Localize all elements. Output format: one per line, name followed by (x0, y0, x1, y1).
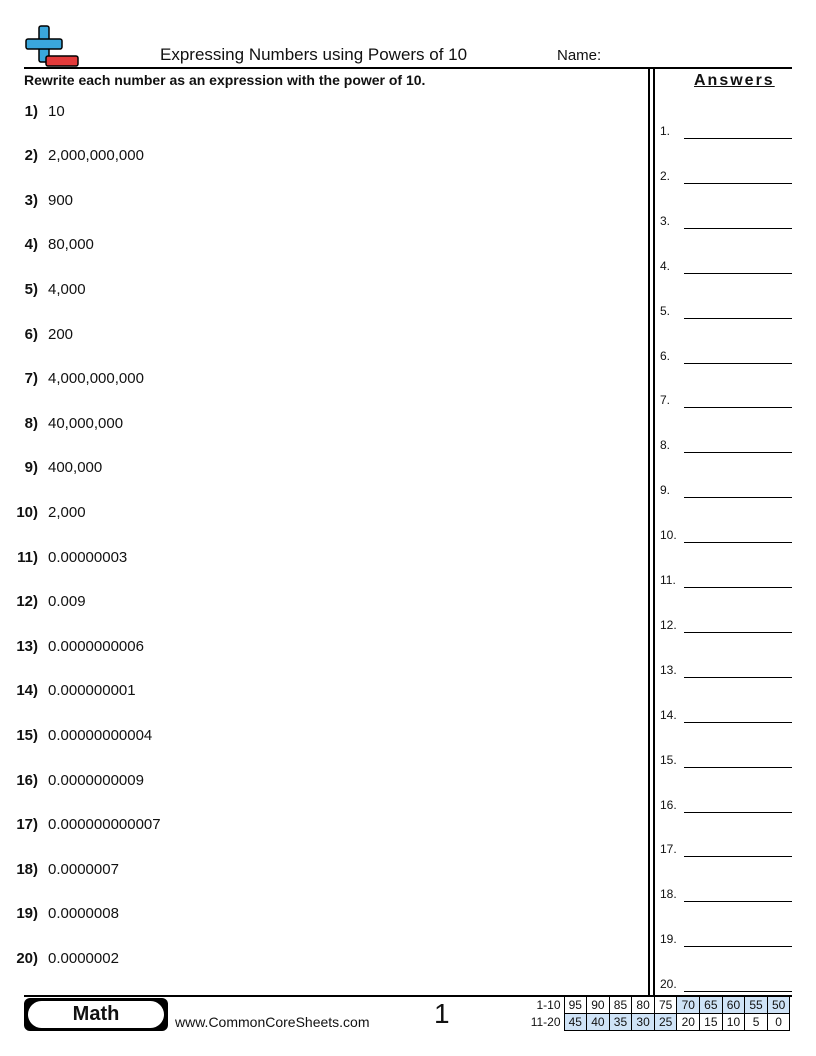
score-cell: 10 (722, 1014, 745, 1031)
answer-line[interactable] (684, 767, 792, 768)
problem-value: 0.000000000007 (48, 816, 161, 834)
answer-line[interactable] (684, 318, 792, 319)
problem-item (0, 234, 94, 256)
answer-blank[interactable] (660, 972, 792, 992)
score-cell: 60 (722, 997, 745, 1014)
website-link[interactable]: www.CommonCoreSheets.com (175, 1014, 370, 1030)
score-cell: 5 (745, 1014, 768, 1031)
answer-line[interactable] (684, 542, 792, 543)
problem-value: 4,000,000,000 (48, 370, 144, 388)
name-label: Name: (557, 47, 602, 64)
problem-number: 18) (16, 860, 38, 878)
answer-line[interactable] (684, 856, 792, 857)
problem-item (0, 724, 152, 746)
answer-line[interactable] (684, 812, 792, 813)
problem-value: 4,000 (48, 280, 86, 298)
problem-value: 0.000000001 (48, 682, 136, 700)
score-row (527, 997, 790, 1014)
page-number: 1 (434, 998, 450, 1029)
problem-item (0, 501, 86, 523)
answer-number: 4. (660, 258, 671, 273)
answer-number: 3. (660, 213, 671, 228)
problem-number: 7) (24, 370, 38, 388)
plus-minus-logo-icon (24, 24, 80, 68)
problem-number: 15) (16, 726, 38, 744)
problem-value: 200 (48, 325, 74, 343)
answer-number: 19. (660, 932, 677, 947)
instructions: Rewrite each number as an expression with the power of 10. (24, 72, 426, 88)
answer-number: 14. (660, 707, 677, 722)
answer-blank[interactable] (660, 388, 792, 408)
answer-blank[interactable] (660, 793, 792, 813)
answer-blank[interactable] (660, 882, 792, 902)
problem-value: 2,000 (48, 503, 86, 521)
score-cell: 75 (654, 997, 677, 1014)
problem-value: 0.0000002 (48, 949, 119, 967)
answer-blank[interactable] (660, 837, 792, 857)
score-cell: 80 (632, 997, 655, 1014)
problem-number: 11) (17, 548, 38, 566)
answer-number: 13. (660, 662, 677, 677)
answer-line[interactable] (684, 722, 792, 723)
problem-number: 3) (24, 191, 38, 209)
column-divider (648, 69, 650, 996)
answer-number: 15. (660, 752, 677, 767)
problem-item (0, 278, 86, 300)
answer-number: 5. (660, 303, 671, 318)
problem-value: 2,000,000,000 (48, 147, 144, 165)
score-cell: 40 (587, 1014, 610, 1031)
answer-number: 8. (660, 438, 671, 453)
problem-value: 0.0000007 (48, 860, 119, 878)
problem-number: 19) (16, 905, 38, 923)
problem-item (0, 903, 119, 925)
problem-item (0, 858, 119, 880)
problem-number: 5) (24, 280, 38, 298)
answer-line[interactable] (684, 183, 792, 184)
answer-blank[interactable] (660, 119, 792, 139)
problem-number: 13) (16, 637, 38, 655)
score-row (527, 1014, 790, 1031)
answers-heading: Answers (694, 72, 775, 89)
worksheet-title: Expressing Numbers using Powers of 10 (160, 45, 468, 64)
score-cell: 90 (587, 997, 610, 1014)
answer-number: 9. (660, 483, 671, 498)
answer-line[interactable] (684, 587, 792, 588)
score-cell: 0 (767, 1014, 790, 1031)
answer-line[interactable] (684, 228, 792, 229)
answer-number: 6. (660, 348, 671, 363)
problem-value: 0.0000008 (48, 905, 119, 923)
answer-line[interactable] (684, 452, 792, 453)
answer-number: 20. (660, 977, 677, 992)
problem-number: 6) (24, 325, 38, 343)
score-range-label: 11-20 (530, 1015, 561, 1029)
answer-blank[interactable] (660, 209, 792, 229)
problem-number: 4) (24, 236, 38, 254)
problem-value: 0.00000003 (48, 548, 128, 566)
answer-blank[interactable] (660, 299, 792, 319)
problem-value: 0.0000000006 (48, 637, 144, 655)
answer-number: 7. (660, 393, 671, 408)
score-cell: 20 (677, 1014, 700, 1031)
answer-blank[interactable] (660, 164, 792, 184)
answer-line[interactable] (684, 363, 792, 364)
answer-number: 10. (660, 528, 677, 543)
problem-item (0, 814, 161, 836)
problem-number: 1) (24, 102, 38, 120)
problem-value: 0.009 (48, 593, 86, 611)
score-cell: 85 (609, 997, 632, 1014)
problem-value: 400,000 (48, 459, 103, 477)
answer-blank[interactable] (660, 254, 792, 274)
answer-number: 12. (660, 617, 677, 632)
problem-item (0, 412, 123, 434)
problem-number: 8) (24, 414, 38, 432)
answer-number: 11. (660, 573, 676, 587)
answer-line[interactable] (684, 632, 792, 633)
score-cell: 70 (677, 997, 700, 1014)
answer-blank[interactable] (660, 613, 792, 633)
answer-number: 1. (660, 124, 671, 138)
problem-value: 900 (48, 191, 74, 209)
score-cell: 55 (745, 997, 768, 1014)
problem-value: 40,000,000 (48, 414, 124, 432)
problem-number: 14) (16, 682, 38, 700)
answer-blank[interactable] (660, 568, 792, 588)
answer-blank[interactable] (660, 433, 792, 453)
problem-item (0, 368, 144, 390)
problem-value: 0.00000000004 (48, 726, 153, 744)
problem-value: 10 (48, 102, 65, 120)
answer-line[interactable] (684, 497, 792, 498)
problem-number: 2) (24, 147, 38, 165)
problem-item (0, 947, 119, 969)
problem-item (0, 591, 86, 613)
score-cell: 95 (564, 997, 587, 1014)
answer-line[interactable] (684, 138, 792, 139)
answer-number: 18. (660, 887, 677, 902)
problem-number: 20) (16, 949, 38, 967)
answer-blank[interactable] (660, 344, 792, 364)
math-badge-label: Math (28, 1001, 164, 1028)
answer-line[interactable] (684, 677, 792, 678)
problem-item (0, 680, 136, 702)
answer-blank[interactable] (660, 523, 792, 543)
problem-item (0, 145, 144, 167)
answer-line[interactable] (684, 407, 792, 408)
score-table (527, 996, 790, 1031)
problem-item (0, 546, 127, 568)
answer-number: 16. (660, 797, 677, 812)
problem-item (0, 457, 102, 479)
answer-line[interactable] (684, 991, 792, 992)
problem-number: 10) (16, 503, 38, 521)
problem-item (0, 635, 144, 657)
problem-value: 0.0000000009 (48, 771, 144, 789)
problem-item (0, 323, 73, 345)
answer-number: 17. (660, 842, 677, 857)
problem-number: 16) (16, 771, 38, 789)
score-cell: 30 (632, 1014, 655, 1031)
score-cell: 45 (564, 1014, 587, 1031)
answer-line[interactable] (684, 946, 792, 947)
problem-number: 12) (16, 593, 38, 611)
answer-line[interactable] (684, 901, 792, 902)
score-cell: 35 (609, 1014, 632, 1031)
problem-number: 9) (24, 459, 38, 477)
answer-blank[interactable] (660, 927, 792, 947)
header-divider (24, 67, 792, 69)
answer-blank[interactable] (660, 748, 792, 768)
math-badge (24, 998, 168, 1031)
answer-line[interactable] (684, 273, 792, 274)
score-cell: 15 (700, 1014, 723, 1031)
answer-number: 2. (660, 168, 671, 183)
answer-blank[interactable] (660, 703, 792, 723)
score-cell: 65 (700, 997, 723, 1014)
score-cell: 25 (654, 1014, 677, 1031)
problem-item (0, 769, 144, 791)
problem-value: 80,000 (48, 236, 94, 254)
column-divider (653, 69, 655, 996)
problem-item (0, 100, 65, 122)
answer-blank[interactable] (660, 658, 792, 678)
answer-blank[interactable] (660, 478, 792, 498)
problem-number: 17) (16, 816, 38, 834)
problem-item (0, 189, 73, 211)
score-range-label: 1-10 (536, 998, 561, 1012)
score-cell: 50 (767, 997, 790, 1014)
